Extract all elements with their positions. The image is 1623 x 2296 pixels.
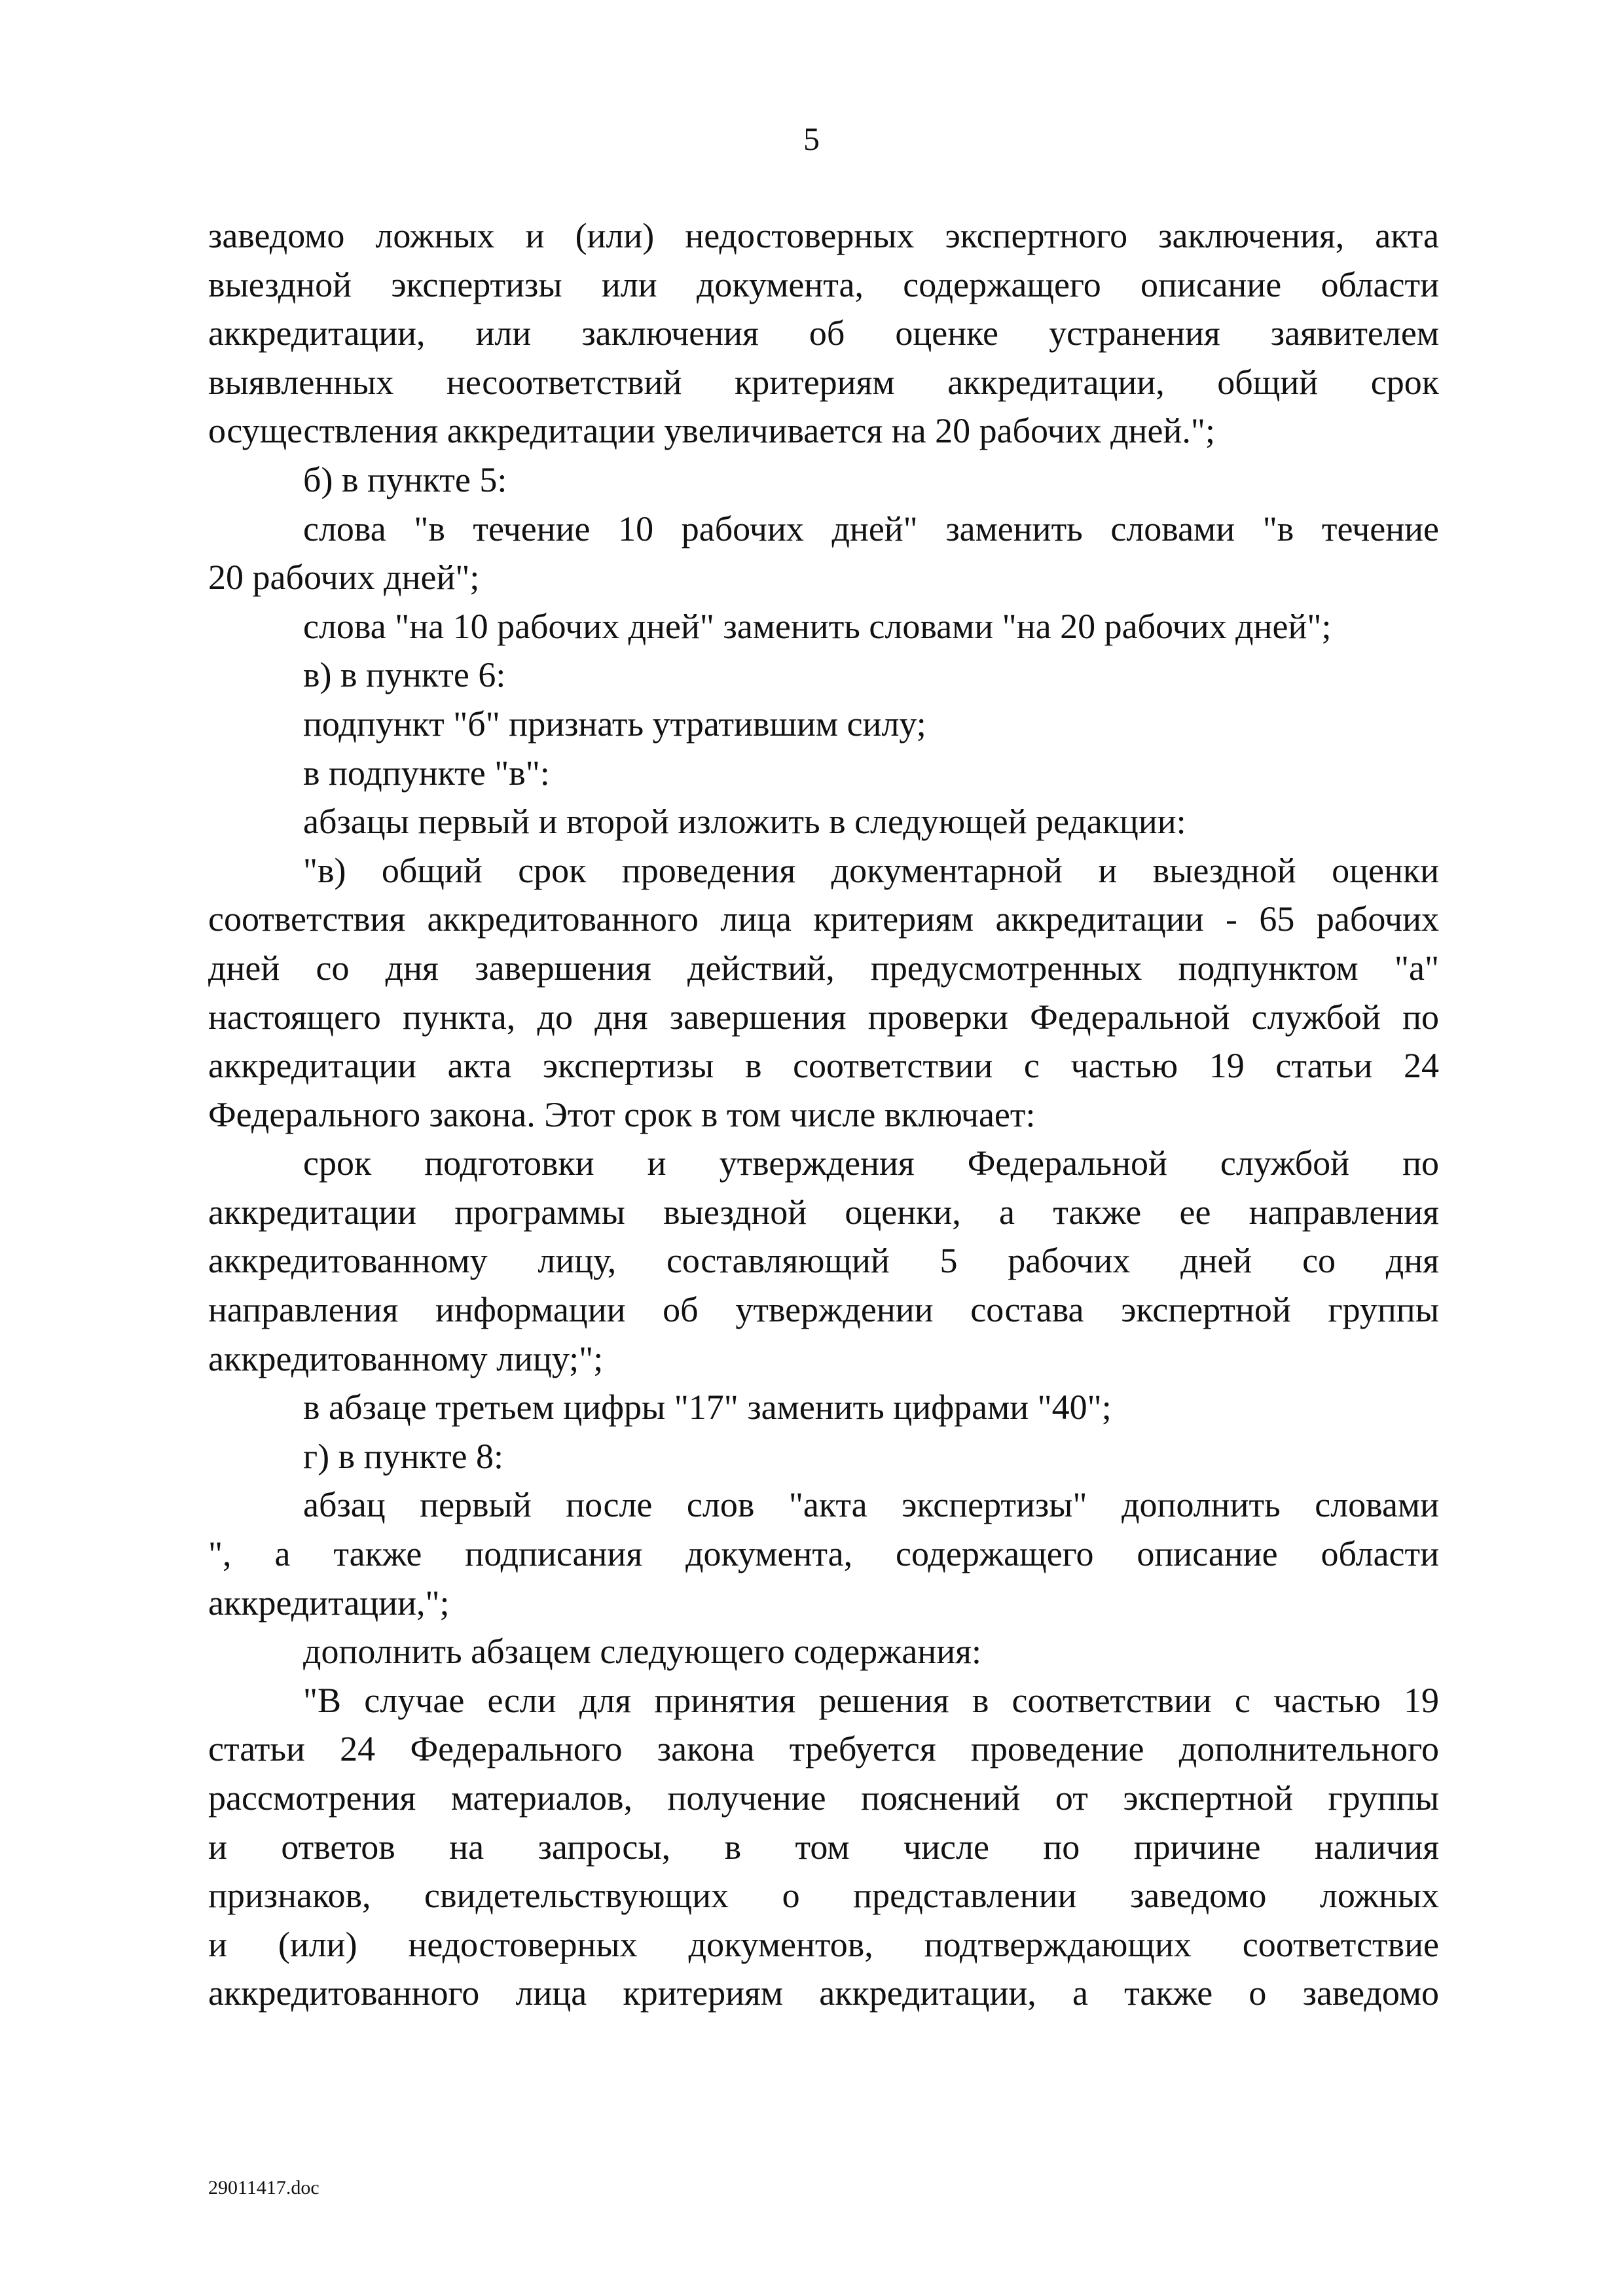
- text-line: подпункт "б" признать утратившим силу;: [303, 704, 926, 744]
- text-line: и ответов на запросы, в том числе по причине наличия: [208, 1827, 1439, 1867]
- text-line: аккредитации,";: [208, 1583, 450, 1623]
- text-line: "в) общий срок проведения документарной и выездной оценки: [303, 850, 1439, 890]
- text-line: абзац первый после слов "акта экспертизы" дополнить словами: [303, 1485, 1439, 1525]
- text-line: абзацы первый и второй изложить в следующей редакции:: [303, 802, 1186, 842]
- text-line: аккредитации, или заключения об оценке устранения заявителем: [208, 314, 1439, 353]
- text-line: аккредитации акта экспертизы в соответствии с частью 19 статьи 24: [208, 1046, 1439, 1086]
- text-line: аккредитованному лицу, составляющий 5 рабочих дней со дня: [208, 1241, 1439, 1281]
- text-line: аккредитованного лица критериям аккредитации, а также о заведомо: [208, 1973, 1439, 2013]
- text-line: ", а также подписания документа, содержащего описание области: [208, 1534, 1439, 1574]
- document-body: [208, 211, 1439, 2018]
- text-line: соответствия аккредитованного лица критериям аккредитации - 65 рабочих: [208, 899, 1439, 939]
- text-line: слова "на 10 рабочих дней" заменить словами "на 20 рабочих дней";: [303, 606, 1332, 646]
- text-line: выездной экспертизы или документа, содержащего описание области: [208, 264, 1439, 304]
- page-number: 5: [803, 120, 820, 157]
- text-line: в абзаце третьем цифры "17" заменить цифрами "40";: [303, 1388, 1112, 1427]
- text-line: слова "в течение 10 рабочих дней" заменить словами "в течение: [303, 509, 1439, 548]
- text-line: аккредитованному лицу;";: [208, 1338, 604, 1378]
- text-line: выявленных несоответствий критериям аккредитации, общий срок: [208, 362, 1439, 402]
- document-file-code: 29011417.doc: [208, 2177, 319, 2198]
- text-line: Федерального закона. Этот срок в том числе включает:: [208, 1094, 1036, 1134]
- text-line: в) в пункте 6:: [303, 655, 506, 695]
- text-line: аккредитации программы выездной оценки, а также ее направления: [208, 1192, 1439, 1232]
- text-line: срок подготовки и утверждения Федеральной службой по: [303, 1143, 1439, 1183]
- text-line: и (или) недостоверных документов, подтверждающих соответствие: [208, 1924, 1439, 1964]
- text-line: признаков, свидетельствующих о представлении заведомо ложных: [208, 1876, 1439, 1916]
- text-line: "В случае если для принятия решения в соответствии с частью 19: [303, 1680, 1439, 1720]
- text-line: осуществления аккредитации увеличивается на 20 рабочих дней.";: [208, 411, 1215, 451]
- text-line: г) в пункте 8:: [303, 1436, 504, 1476]
- text-line: заведомо ложных и (или) недостоверных экспертного заключения, акта: [208, 216, 1439, 255]
- text-line: 20 рабочих дней";: [208, 558, 480, 598]
- text-line: дней со дня завершения действий, предусмотренных подпунктом "а": [208, 948, 1439, 988]
- text-line: рассмотрения материалов, получение пояснений от экспертной группы: [208, 1778, 1439, 1818]
- text-line: направления информации об утверждении состава экспертной группы: [208, 1290, 1439, 1330]
- text-line: статьи 24 Федерального закона требуется проведение дополнительного: [208, 1729, 1439, 1769]
- text-line: дополнить абзацем следующего содержания:: [303, 1632, 982, 1672]
- text-line: настоящего пункта, до дня завершения проверки Федеральной службой по: [208, 997, 1439, 1037]
- text-line: б) в пункте 5:: [303, 459, 507, 499]
- text-line: в подпункте "в":: [303, 753, 550, 793]
